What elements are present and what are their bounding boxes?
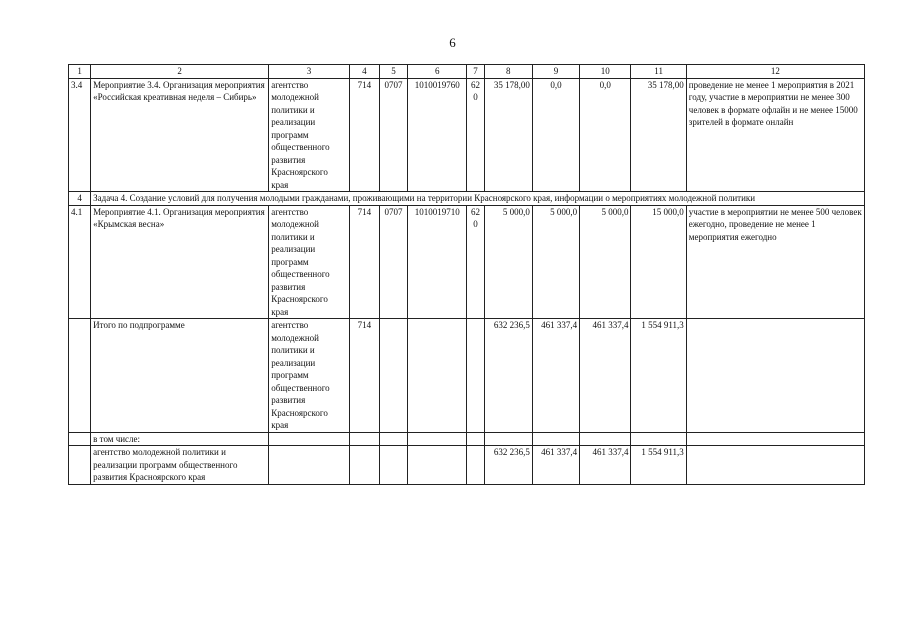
header-cell: 8 [484, 65, 532, 79]
header-cell: 5 [379, 65, 407, 79]
subprogram-table [68, 64, 865, 485]
amount-col-9: 461 337,4 [532, 446, 579, 485]
amount-col-9: 461 337,4 [532, 319, 579, 433]
empty-cell [686, 432, 864, 446]
header-cell: 11 [631, 65, 686, 79]
including-row [69, 432, 865, 446]
header-row [69, 65, 865, 79]
amount-col-10: 461 337,4 [580, 446, 631, 485]
code-expense-type: 620 [467, 78, 484, 192]
row-number: 3.4 [69, 78, 91, 192]
amount-col-10: 5 000,0 [580, 205, 631, 319]
amount-col-11: 35 178,00 [631, 78, 686, 192]
empty-cell [686, 446, 864, 485]
empty-cell [69, 432, 91, 446]
empty-cell [484, 432, 532, 446]
header-cell: 9 [532, 65, 579, 79]
agency-name: агентство молодежной политики и реализации программ общественного развития Красноярского края [269, 205, 350, 319]
total-label: Итого по подпрограмме [91, 319, 269, 433]
event-name: Мероприятие 4.1. Организация мероприятия «Крымская весна» [91, 205, 269, 319]
empty-cell [349, 432, 379, 446]
empty-cell [580, 432, 631, 446]
empty-cell [467, 432, 484, 446]
empty-cell [631, 432, 686, 446]
header-cell: 2 [91, 65, 269, 79]
amount-col-10: 0,0 [580, 78, 631, 192]
empty-cell [408, 432, 467, 446]
amount-col-10: 461 337,4 [580, 319, 631, 433]
code-grbs: 714 [349, 319, 379, 433]
empty-cell [269, 432, 350, 446]
expected-result: проведение не менее 1 мероприятия в 2021 году, участие в мероприятии не менее 300 человек в формате офлайн и не менее 15000 зрителей в формате онлайн [686, 78, 864, 192]
amount-col-11: 1 554 911,3 [631, 319, 686, 433]
amount-col-8: 5 000,0 [484, 205, 532, 319]
empty-cell [379, 432, 407, 446]
empty-cell [408, 319, 467, 433]
header-cell: 10 [580, 65, 631, 79]
empty-cell [686, 319, 864, 433]
task-row-4 [69, 192, 865, 206]
code-target: 1010019710 [408, 205, 467, 319]
amount-col-8: 35 178,00 [484, 78, 532, 192]
row-number: 4.1 [69, 205, 91, 319]
code-grbs: 714 [349, 205, 379, 319]
empty-cell [349, 446, 379, 485]
empty-cell [408, 446, 467, 485]
empty-cell [379, 319, 407, 433]
empty-cell [69, 319, 91, 433]
header-cell: 3 [269, 65, 350, 79]
expected-result: участие в мероприятии не менее 500 человек ежегодно, проведение не менее 1 мероприятия ежегодно [686, 205, 864, 319]
agency-breakdown-row [69, 446, 865, 485]
agency-name: агентство молодежной политики и реализации программ общественного развития Красноярского края [269, 78, 350, 192]
table-row-4-1 [69, 205, 865, 319]
table-row-3-4 [69, 78, 865, 192]
code-target: 1010019760 [408, 78, 467, 192]
event-name: Мероприятие 3.4. Организация мероприятия «Российская креативная неделя – Сибирь» [91, 78, 269, 192]
code-section: 0707 [379, 205, 407, 319]
code-grbs: 714 [349, 78, 379, 192]
amount-col-11: 15 000,0 [631, 205, 686, 319]
amount-col-8: 632 236,5 [484, 319, 532, 433]
empty-cell [467, 446, 484, 485]
amount-col-8: 632 236,5 [484, 446, 532, 485]
task-number: 4 [69, 192, 91, 206]
page-number: 6 [449, 35, 456, 50]
empty-cell [69, 446, 91, 485]
header-cell: 7 [467, 65, 484, 79]
empty-cell [379, 446, 407, 485]
amount-col-9: 5 000,0 [532, 205, 579, 319]
empty-cell [467, 319, 484, 433]
header-cell: 6 [408, 65, 467, 79]
agency-breakdown-name: агентство молодежной политики и реализации программ общественного развития Красноярского края [91, 446, 269, 485]
agency-name: агентство молодежной политики и реализации программ общественного развития Красноярского края [269, 319, 350, 433]
header-cell: 1 [69, 65, 91, 79]
empty-cell [532, 432, 579, 446]
total-row [69, 319, 865, 433]
empty-cell [269, 446, 350, 485]
task-description: Задача 4. Создание условий для получения молодыми гражданами, проживающими на территории Красноярского края, информации о мероприятиях молодежной политики [91, 192, 865, 206]
code-section: 0707 [379, 78, 407, 192]
amount-col-9: 0,0 [532, 78, 579, 192]
code-expense-type: 620 [467, 205, 484, 319]
including-label: в том числе: [91, 432, 269, 446]
amount-col-11: 1 554 911,3 [631, 446, 686, 485]
header-cell: 4 [349, 65, 379, 79]
header-cell: 12 [686, 65, 864, 79]
